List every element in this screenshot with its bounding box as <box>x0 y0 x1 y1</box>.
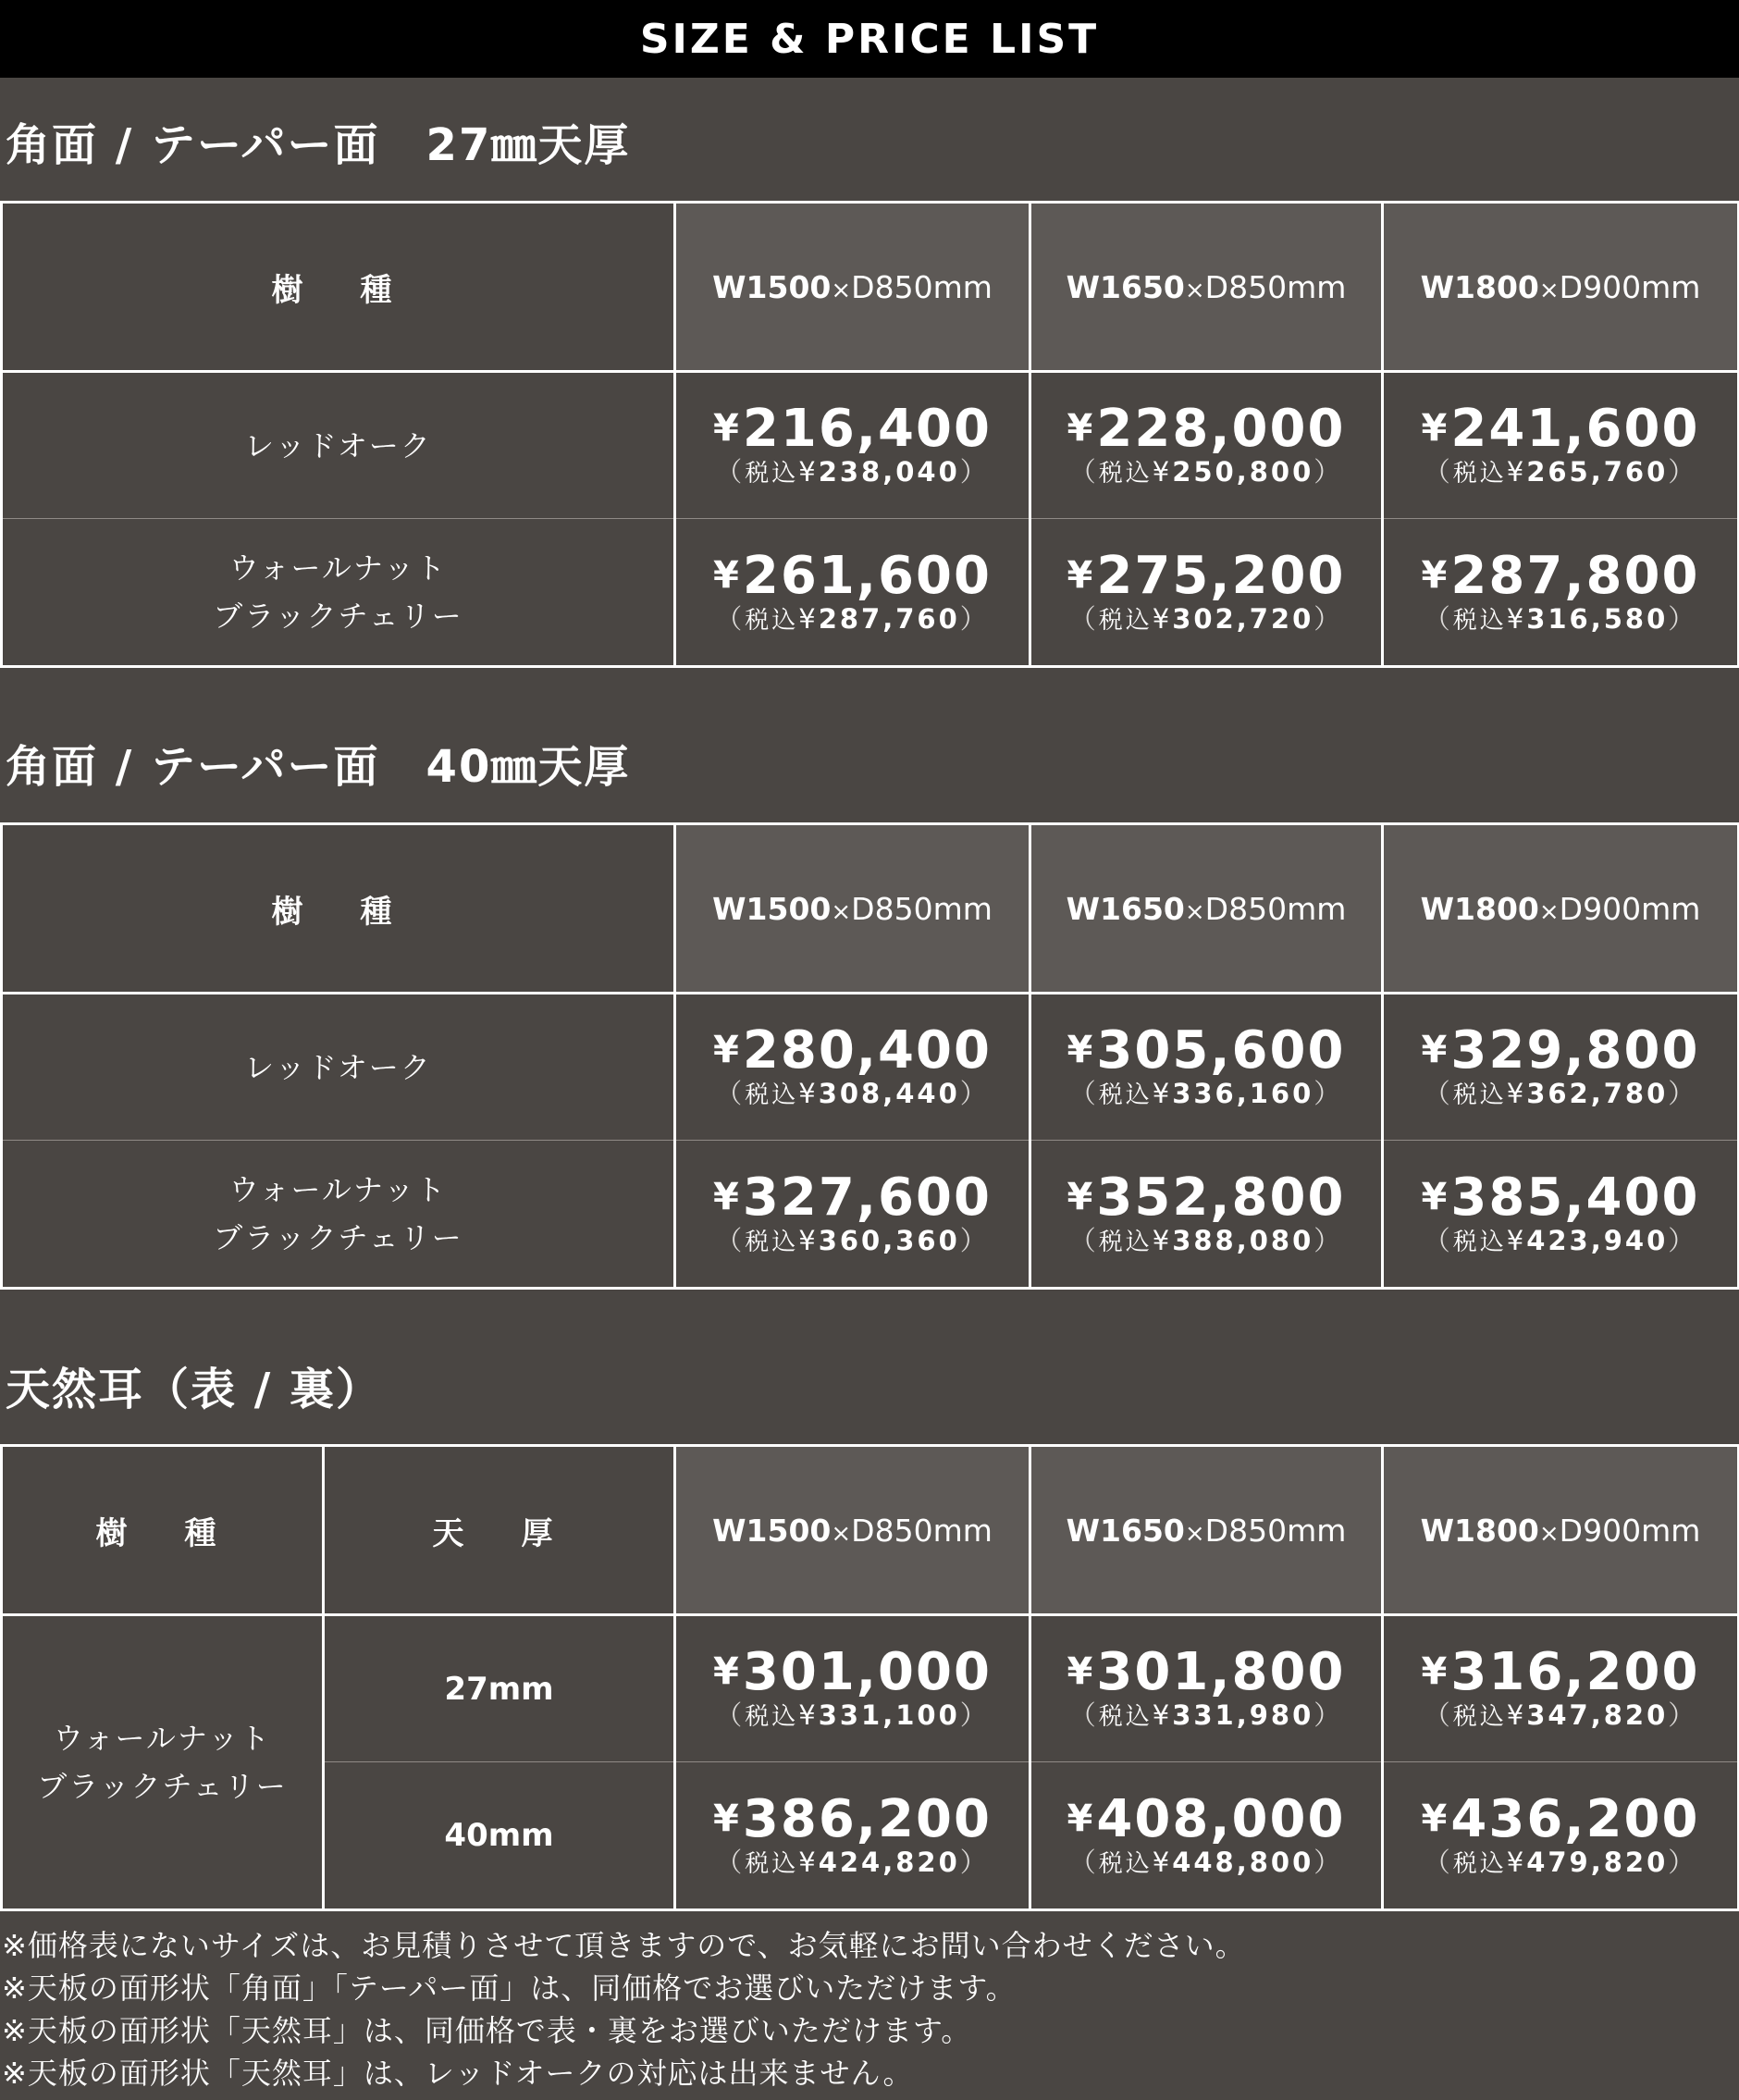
price-cell: ¥275,200 （税込¥302,720） <box>1030 519 1383 667</box>
table-header-row <box>2 824 1739 994</box>
size-header: W1500×D850mm <box>675 203 1030 372</box>
size-header: W1800×D900mm <box>1383 824 1739 994</box>
table-row <box>2 1615 1739 1762</box>
price-table-27mm <box>0 201 1739 668</box>
section-title-40mm: 角面 / テーパー面 40㎜天厚 <box>6 741 631 793</box>
table-header-row <box>2 1446 1739 1615</box>
price-cell: ¥216,400 （税込¥238,040） <box>675 372 1030 519</box>
price-cell: ¥436,200 （税込¥479,820） <box>1383 1762 1739 1910</box>
table-header-row <box>2 203 1739 372</box>
species-cell: レッドオーク <box>2 994 675 1141</box>
notes <box>2 1924 1732 2094</box>
price-table-natural-edge <box>0 1444 1739 1911</box>
price-cell: ¥329,800 （税込¥362,780） <box>1383 994 1739 1141</box>
price-cell: ¥385,400 （税込¥423,940） <box>1383 1141 1739 1289</box>
price-cell: ¥305,600 （税込¥336,160） <box>1030 994 1383 1141</box>
species-cell: ウォールナット ブラックチェリー <box>2 519 675 667</box>
size-header: W1800×D900mm <box>1383 1446 1739 1615</box>
thickness-cell: 40mm <box>324 1762 675 1910</box>
thickness-cell: 27mm <box>324 1615 675 1762</box>
price-table-40mm <box>0 822 1739 1290</box>
table-row <box>2 372 1739 519</box>
price-cell: ¥301,000 （税込¥331,100） <box>675 1615 1030 1762</box>
size-header: W1650×D850mm <box>1030 203 1383 372</box>
size-header: W1500×D850mm <box>675 1446 1030 1615</box>
note-line: ※天板の面形状「天然耳」は、レッドオークの対応は出来ません。 <box>2 2056 914 2091</box>
species-cell: レッドオーク <box>2 372 675 519</box>
size-header: W1650×D850mm <box>1030 1446 1383 1615</box>
page-title: SIZE & PRICE LIST <box>639 15 1100 63</box>
section-title-natural-edge: 天然耳（表 / 裏） <box>6 1364 382 1415</box>
price-cell: ¥287,800 （税込¥316,580） <box>1383 519 1739 667</box>
size-header: W1500×D850mm <box>675 824 1030 994</box>
species-header: 樹 種 <box>2 203 675 372</box>
price-cell: ¥386,200 （税込¥424,820） <box>675 1762 1030 1910</box>
species-header: 樹 種 <box>2 824 675 994</box>
thickness-header: 天 厚 <box>324 1446 675 1615</box>
price-cell: ¥316,200 （税込¥347,820） <box>1383 1615 1739 1762</box>
section-title-27mm: 角面 / テーパー面 27㎜天厚 <box>6 119 631 171</box>
price-cell: ¥408,000 （税込¥448,800） <box>1030 1762 1383 1910</box>
species-cell: ウォールナット ブラックチェリー <box>2 1141 675 1289</box>
price-cell: ¥228,000 （税込¥250,800） <box>1030 372 1383 519</box>
table-row <box>2 1141 1739 1289</box>
price-cell: ¥352,800 （税込¥388,080） <box>1030 1141 1383 1289</box>
note-line: ※天板の面形状「角面」「テーパー面」は、同価格でお選びいただけます。 <box>2 1970 1017 2006</box>
note-line: ※天板の面形状「天然耳」は、同価格で表・裏をお選びいただけます。 <box>2 2013 972 2048</box>
header-bar <box>0 0 1739 78</box>
note-line: ※価格表にないサイズは、お見積りさせて頂きますので、お気軽にお問い合わせください。 <box>2 1928 1246 1963</box>
price-cell: ¥301,800 （税込¥331,980） <box>1030 1615 1383 1762</box>
price-cell: ¥261,600 （税込¥287,760） <box>675 519 1030 667</box>
table-row <box>2 994 1739 1141</box>
species-cell: ウォールナット ブラックチェリー <box>2 1615 324 1910</box>
price-cell: ¥241,600 （税込¥265,760） <box>1383 372 1739 519</box>
table-row <box>2 519 1739 667</box>
species-header: 樹 種 <box>2 1446 324 1615</box>
size-header: W1800×D900mm <box>1383 203 1739 372</box>
price-cell: ¥280,400 （税込¥308,440） <box>675 994 1030 1141</box>
size-header: W1650×D850mm <box>1030 824 1383 994</box>
price-cell: ¥327,600 （税込¥360,360） <box>675 1141 1030 1289</box>
